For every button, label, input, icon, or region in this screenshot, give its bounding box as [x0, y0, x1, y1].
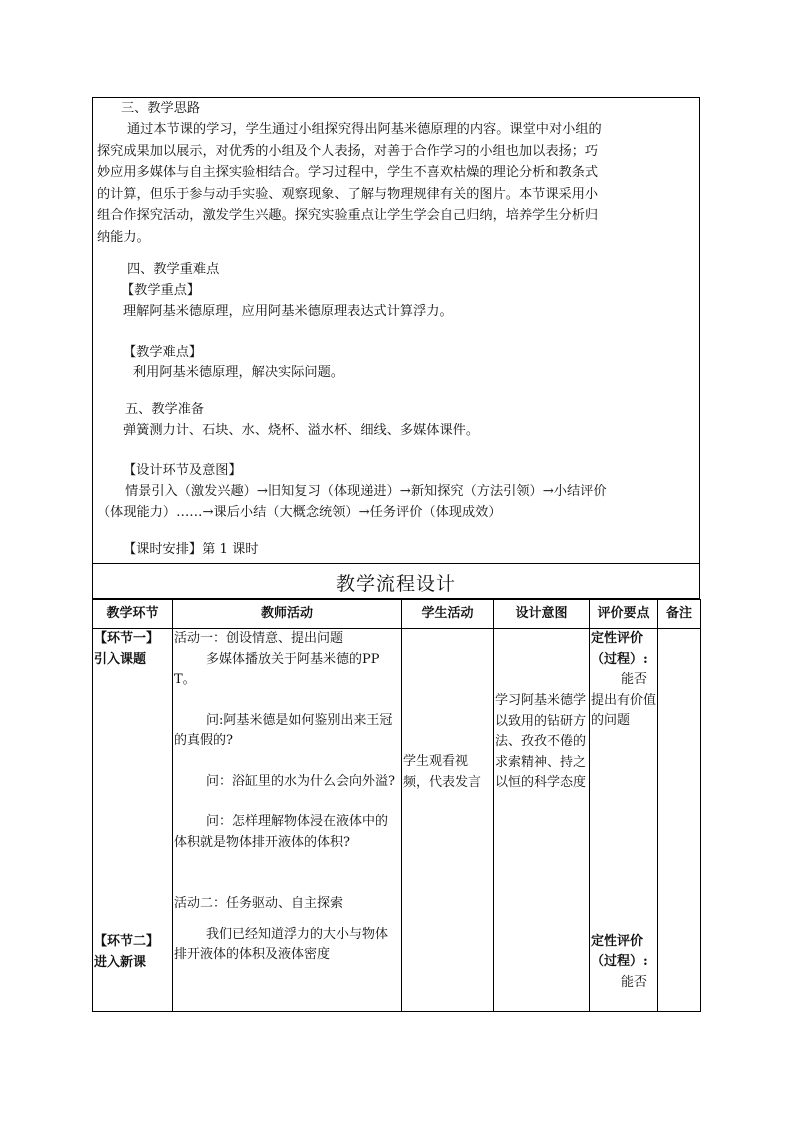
stage-cell [93, 629, 173, 1012]
header-stage: 教学环节 [93, 600, 173, 629]
flow-title-row [92, 563, 700, 599]
flow-header-row [93, 600, 701, 629]
stage2-name: 进入新课 [94, 954, 147, 970]
difficult-point-label: 【教学难点】 [123, 345, 203, 360]
evaluation2-text: 能否 [621, 974, 648, 990]
section4-heading: 四、教学重难点 [127, 262, 220, 277]
evaluation1-label: 定性评价（过程）: [591, 631, 648, 667]
flow-body-row [93, 629, 701, 1012]
teaching-ideas-box [92, 97, 700, 564]
header-notes: 备注 [658, 600, 701, 629]
question-2: 问：浴缸里的水为什么会向外溢? [206, 773, 395, 789]
evaluation1-text: 能否提出有价值的问题 [591, 672, 657, 728]
section3-line-3: 妙应用多媒体与自主探实验相结合。学习过程中，学生不喜欢枯燥的理论分析和教条式 [97, 165, 599, 180]
section3-line-4: 的计算，但乐于参与动手实验、观察现象、了解与物理规律有关的图片。本节课采用小 [97, 186, 599, 202]
header-evaluation: 评价要点 [590, 600, 658, 629]
key-point-label: 【教学重点】 [121, 283, 201, 298]
design-line-2: （体现能力）……→课后小结（大概念统领）→任务评价（体现成效） [97, 505, 502, 520]
activity1-line: 多媒体播放关于阿基米德的PPT。 [174, 651, 380, 687]
stage1-name: 引入课题 [94, 651, 147, 667]
section3-line-2: 探究成果加以展示，对优秀的小组及个人表扬，对善于合作学习的小组也加以表扬；巧 [97, 143, 599, 159]
flow-title: 教学流程设计 [335, 573, 456, 595]
difficult-point-text: 利用阿基米德原理，解决实际问题。 [133, 365, 344, 380]
teaching-flow-table [92, 599, 701, 1012]
activity2-line: 我们已经知道浮力的大小与物体排开液体的体积及液体密度 [174, 926, 389, 962]
notes-cell [658, 629, 701, 1012]
activity2-title: 活动二：任务驱动、自主探索 [174, 896, 344, 911]
section3-line-6: 纳能力。 [97, 229, 150, 245]
header-student: 学生活动 [402, 600, 494, 629]
question-3: 问：怎样理解物体浸在液体中的体积就是物体排开液体的体积? [174, 814, 389, 850]
teacher-activity-cell [173, 629, 402, 1012]
schedule-text: 【课时安排】第 1 课时 [123, 542, 259, 557]
question-1: 问:阿基米德是如何鉴别出来王冠的真假的? [174, 712, 393, 748]
design-intent-text: 学习阿基米德学以致用的钻研方法、孜孜不倦的求索精神、持之以恒的科学态度 [495, 693, 587, 790]
header-teacher: 教师活动 [173, 600, 402, 629]
section3-line-5: 组合作探究活动，激发学生兴趣。探究实验重点让学生学会自己归纳，培养学生分析归 [97, 208, 599, 223]
key-point-text: 理解阿基米德原理，应用阿基米德原理表达式计算浮力。 [123, 304, 453, 319]
stage2-label: 【环节二】 [94, 934, 160, 949]
design-intent-cell [494, 629, 590, 1012]
section5-heading: 五、教学准备 [125, 402, 205, 417]
stage1-label: 【环节一】 [94, 631, 160, 646]
evaluation2-label: 定性评价（过程）: [591, 933, 648, 969]
design-line-1: 情景引入（激发兴趣）→旧知复习（体现递进）→新知探究（方法引领）→小结评价 [125, 484, 607, 499]
header-intent: 设计意图 [494, 600, 590, 629]
design-label: 【设计环节及意图】 [123, 463, 242, 478]
activity1-title: 活动一：创设情意、提出问题 [174, 631, 344, 646]
section3-line-1: 通过本节课的学习，学生通过小组探究得出阿基米德原理的内容。课堂中对小组的 [127, 122, 602, 137]
section5-text: 弹簧测力计、石块、水、烧杯、溢水杯、细线、多媒体课件。 [123, 423, 480, 438]
student-activity-cell [402, 629, 494, 1012]
section3-heading: 三、教学思路 [121, 101, 201, 116]
student-activity-text: 学生观看视频，代表发言 [403, 754, 482, 790]
evaluation-cell [590, 629, 658, 1012]
